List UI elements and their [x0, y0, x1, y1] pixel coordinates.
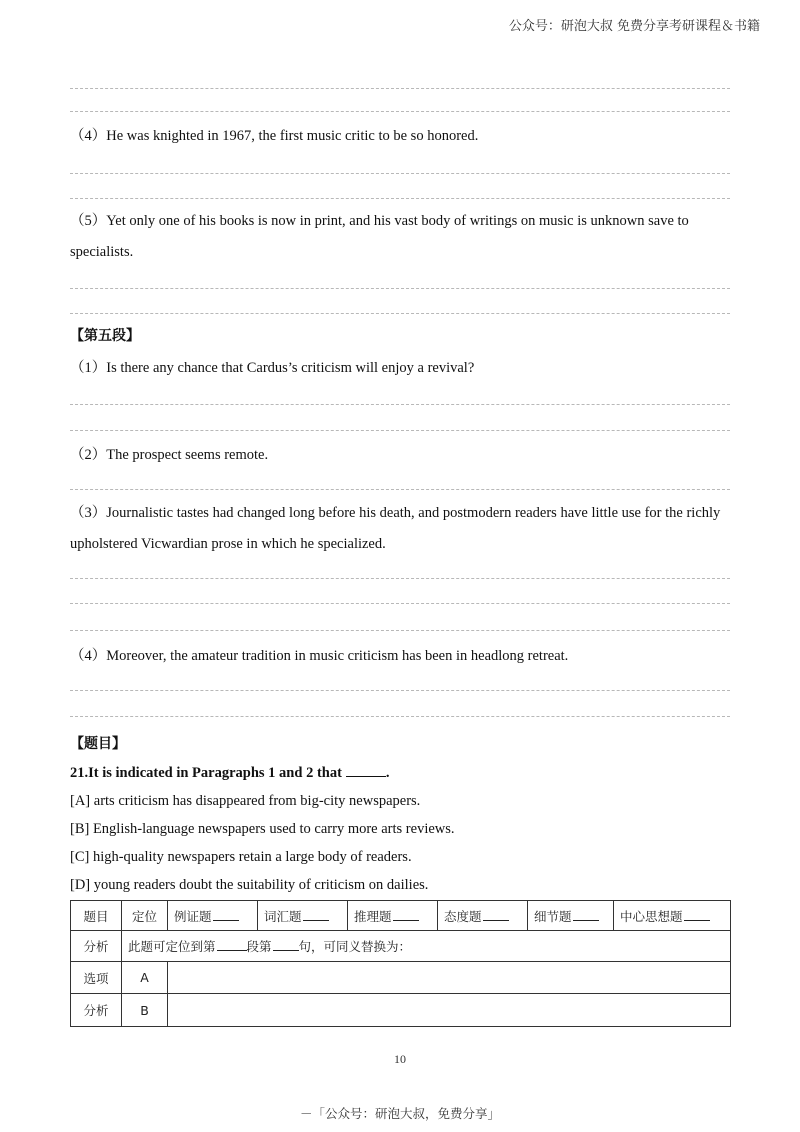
- option-b: [B] English-language newspapers used to carry more arts reviews.: [70, 821, 455, 837]
- section-heading-paragraph-5: 【第五段】: [70, 328, 140, 344]
- answer-line: [70, 404, 730, 405]
- paragraph-blank[interactable]: [217, 938, 247, 951]
- row-label-question: 题目: [71, 901, 122, 931]
- type-blank[interactable]: [303, 908, 329, 921]
- type-blank[interactable]: [483, 908, 509, 921]
- option-label-b: B: [122, 994, 168, 1027]
- answer-line: [70, 690, 730, 691]
- sentence-p4-5: （5）Yet only one of his books is now in print, and his vast body of writings on music is unknown save to specialists.: [70, 213, 689, 260]
- answer-blank[interactable]: [346, 762, 386, 777]
- answer-line: [70, 578, 730, 579]
- answer-line: [70, 313, 730, 314]
- page-number: 10: [394, 1052, 406, 1066]
- answer-line: [70, 603, 730, 604]
- analysis-table: [70, 900, 731, 1027]
- answer-line: [70, 88, 730, 89]
- answer-line: [70, 630, 730, 631]
- row-label-analysis: 分析: [71, 931, 122, 962]
- sentence-p5-4: （4）Moreover, the amateur tradition in music criticism has been in headlong retreat.: [70, 648, 569, 664]
- answer-line: [70, 288, 730, 289]
- question-end: .: [385, 765, 390, 781]
- question-section-heading: 【题目】: [70, 736, 126, 752]
- option-label-a: A: [122, 962, 168, 994]
- answer-line: [70, 430, 730, 431]
- type-blank[interactable]: [213, 908, 239, 921]
- footer-watermark: －「公众号：研泡大叔，免费分享」: [299, 1106, 500, 1121]
- question-text: 21.It is indicated in Paragraphs 1 and 2 that: [70, 765, 342, 781]
- type-blank[interactable]: [573, 908, 599, 921]
- type-detail[interactable]: 细节题: [528, 901, 614, 931]
- option-d: [D] young readers doubt the suitability of criticism on dailies.: [70, 877, 429, 893]
- option-b-analysis-field[interactable]: [168, 994, 731, 1027]
- answer-line: [70, 173, 730, 174]
- type-attitude[interactable]: 态度题: [438, 901, 528, 931]
- type-blank[interactable]: [393, 908, 419, 921]
- row-label-options-analysis: 分析: [71, 994, 122, 1027]
- header-watermark: 公众号：研泡大叔 免费分享考研课程＆书籍: [508, 19, 760, 34]
- type-vocabulary[interactable]: 词汇题: [258, 901, 348, 931]
- locate-row: 此题可定位到第 段第 句，可同义替换为：: [122, 931, 731, 962]
- sentence-p4-4: （4）He was knighted in 1967, the first music critic to be so honored.: [70, 128, 479, 144]
- type-example[interactable]: 例证题: [168, 901, 258, 931]
- answer-line: [70, 111, 730, 112]
- option-a: [A] arts criticism has disappeared from big-city newspapers.: [70, 793, 421, 809]
- question-stem: [70, 762, 732, 783]
- row-label-options: 选项: [71, 962, 122, 994]
- sentence-p5-3: （3）Journalistic tastes had changed long before his death, and postmodern readers have little use for the richly upholstered Vicwardian prose in which he specialized.: [70, 505, 721, 552]
- type-main-idea[interactable]: 中心思想题: [614, 901, 731, 931]
- answer-line: [70, 198, 730, 199]
- option-a-analysis-field[interactable]: [168, 962, 731, 994]
- type-inference[interactable]: 推理题: [348, 901, 438, 931]
- answer-line: [70, 716, 730, 717]
- sentence-p5-2: （2）The prospect seems remote.: [70, 447, 269, 463]
- option-c: [C] high-quality newspapers retain a large body of readers.: [70, 849, 412, 865]
- answer-line: [70, 489, 730, 490]
- sentence-p5-1: （1）Is there any chance that Cardus’s criticism will enjoy a revival?: [70, 360, 475, 376]
- type-blank[interactable]: [684, 908, 710, 921]
- sentence-blank[interactable]: [273, 938, 299, 951]
- type-locate: 定位: [122, 901, 168, 931]
